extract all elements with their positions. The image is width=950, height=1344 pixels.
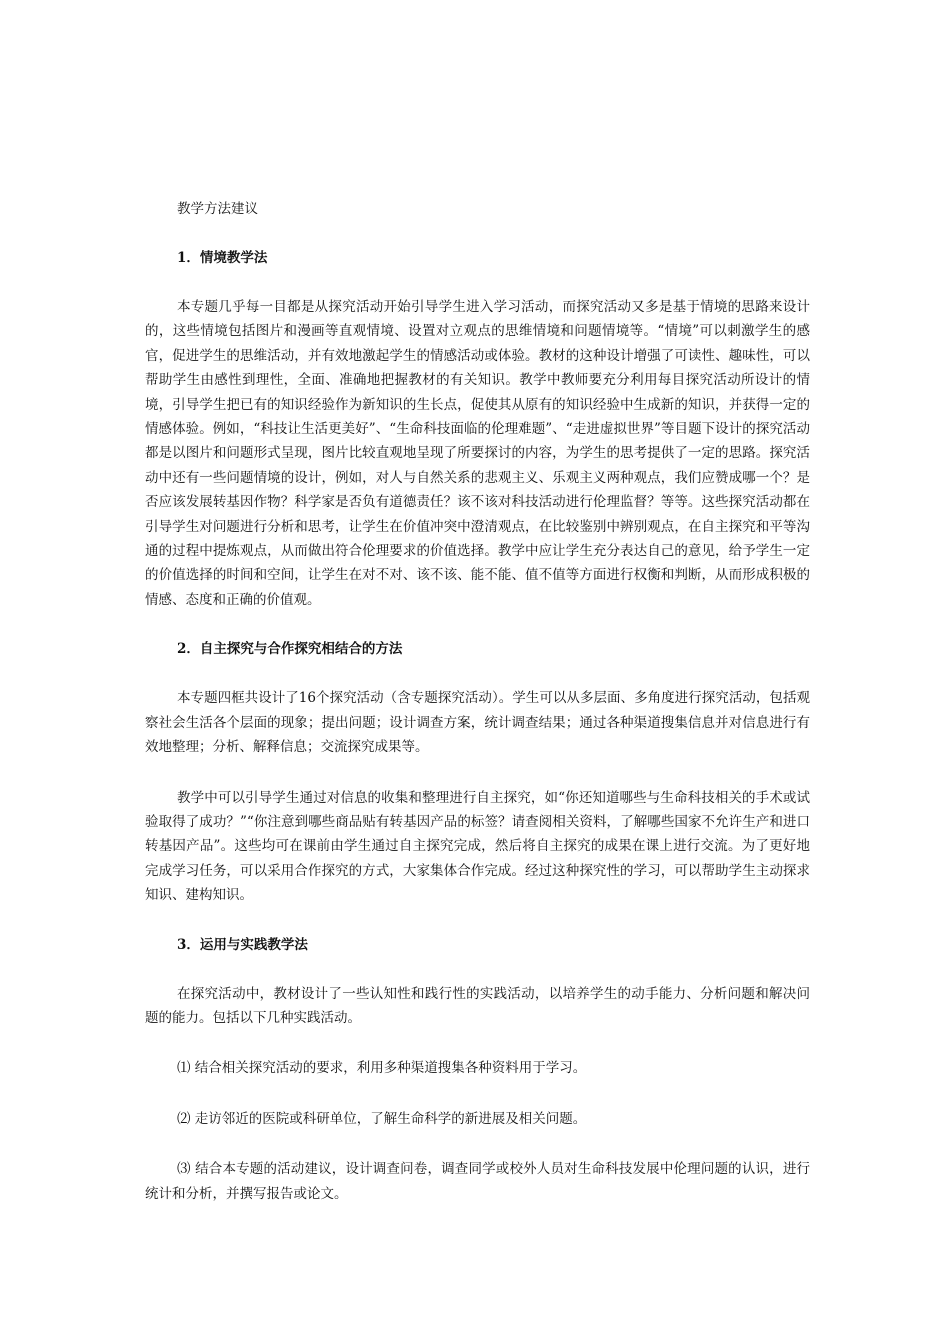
paragraph: 本专题几乎每一目都是从探究活动开始引导学生进入学习活动，而探究活动又多是基于情境的思路来设计的，这些情境包括图片和漫画等直观情境、设置对立观点的思维情境和问题情境等。“情境”可以刺激学生的感官，促进学生的思维活动，并有效地激起学生的情感活动或体验。教材的这种设计增强了可读性、趣味性，可以帮助学生由感性到理性，全面、准确地把握教材的有关知识。教学中教师要充分利用每目探究活动所设计的情境，引导学生把已有的知识经验作为新知识的生长点，促使其从原有的知识经验中生成新的知识，并获得一定的情感体验。例如，“科技让生活更美好”、“生命科技面临的伦理难题”、“走进虚拟世界”等目题下设计的探究活动都是以图片和问题形式呈现，图片比较直观地呈现了所要探讨的内容，为学生的思考提供了一定的思路。探究活动中还有一些问题情境的设计，例如，对人与自然关系的悲观主义、乐观主义两种观点，我们应赞成哪一个？是否应该发展转基因作物？科学家是否负有道德责任？该不该对科技活动进行伦理监督？等等。这些探究活动都在引导学生对问题进行分析和思考，让学生在价值冲突中澄清观点，在比较鉴别中辨别观点，在自主探究和平等沟通的过程中提炼观点，从而做出符合伦理要求的价值选择。教学中应让学生充分表达自己的意见，给予学生一定的价值选择的时间和空间，让学生在对不对、该不该、能不能、值不值等方面进行权衡和判断，从而形成积极的情感、态度和正确的价值观。: [145, 299, 810, 608]
paragraph: 教学中可以引导学生通过对信息的收集和整理进行自主探究，如“你还知道哪些与生命科技相关的手术或试验取得了成功？”“你注意到哪些商品贴有转基因产品的标签？请查阅相关资料，了解哪些国家不允许生产和进口转基因产品”。这些均可在课前由学生通过自主探究完成，然后将自主探究的成果在课上进行交流。为了更好地完成学习任务，可以采用合作探究的方式，大家集体合作完成。经过这种探究性的学习，可以帮助学生主动探求知识、建构知识。: [145, 789, 810, 904]
document-title: 教学方法建议: [177, 201, 258, 217]
section-heading: 3．运用与实践教学法: [177, 936, 308, 953]
list-item: ⑶ 结合本专题的活动建议，设计调查问卷，调查同学或校外人员对生命科技发展中伦理问题的认识，进行统计和分析，并撰写报告或论文。: [145, 1161, 810, 1202]
section-heading: 1．情境教学法: [177, 250, 268, 266]
section-heading: 2．自主探究与合作探究相结合的方法: [177, 641, 403, 658]
list-item: ⑵ 走访邻近的医院或科研单位，了解生命科学的新进展及相关问题。: [177, 1110, 587, 1127]
document-body: [145, 198, 810, 1232]
paragraph: 本专题四框共设计了16个探究活动（含专题探究活动）。学生可以从多层面、多角度进行探究活动，包括观察社会生活各个层面的现象；提出问题；设计调查方案，统计调查结果；通过各种渠道搜集信息并对信息进行有效地整理；分析、解释信息；交流探究成果等。: [145, 690, 810, 756]
list-item: ⑴ 结合相关探究活动的要求，利用多种渠道搜集各种资料用于学习。: [177, 1060, 587, 1077]
paragraph: 在探究活动中，教材设计了一些认知性和践行性的实践活动，以培养学生的动手能力、分析问题和解决问题的能力。包括以下几种实践活动。: [145, 985, 810, 1026]
